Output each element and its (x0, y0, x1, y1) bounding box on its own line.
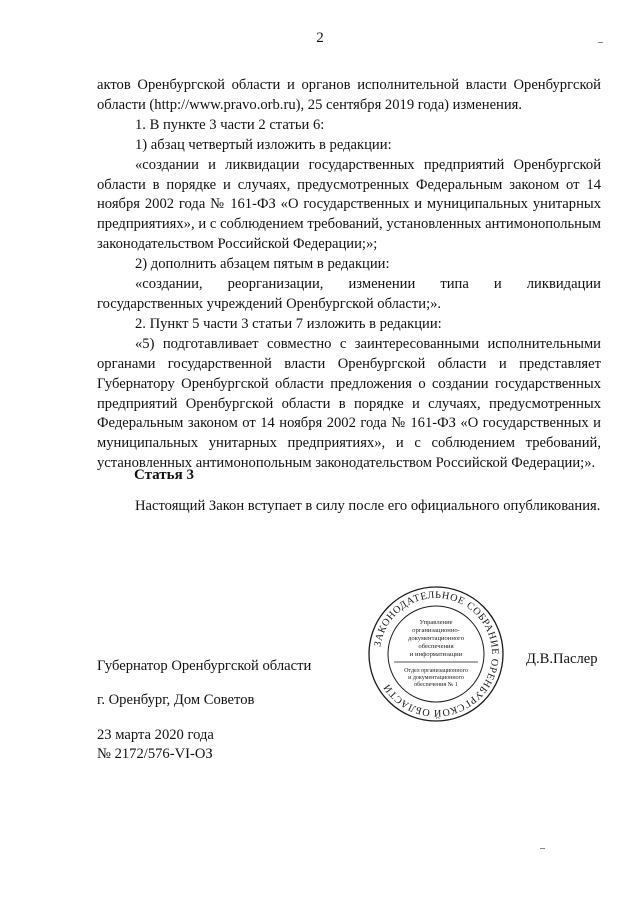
seal-line-4: обеспечения (418, 643, 454, 650)
paragraph-subitem-1: 1) абзац четвертый изложить в редакции: (135, 136, 392, 153)
seal-line-3: документационного (407, 635, 465, 642)
page-number: 2 (316, 30, 324, 46)
seal-line-8: обеспечения № 1 (414, 682, 458, 688)
article-heading: Статья 3 (134, 467, 194, 483)
seal-line-7: и документационного (408, 675, 464, 681)
scan-mark-top (598, 42, 603, 43)
signature-title: Губернатор Оренбургской области (97, 658, 312, 674)
signature-name: Д.В.Паслер (526, 651, 598, 667)
law-body-text (97, 76, 601, 474)
paragraph-item-1: 1. В пункте 3 части 2 статьи 6: (135, 116, 325, 133)
seal-line-1: Управление (419, 619, 453, 626)
seal-line-2: организационно- (412, 627, 460, 634)
seal-line-6: Отдел организационного (404, 668, 468, 674)
paragraph-quote-2: «создании, реорганизации, изменении типа и ликвидации государственных учреждений Оренбургской области;». (97, 276, 601, 312)
paragraph-quote-3: «5) подготавливает совместно с заинтересованными исполнительными органами государственной власти Оренбургской области и представляет Губернатору Оренбургской области предложения о создании государственных предприятий Оренбургской области в порядке и случаях, предусмотренных Федеральным законом от 14 ноября 2002 года № 161-ФЗ «О государственных и муниципальных унитарных предприятиях», и с соблюдением требований, установленных антимонопольным законодательством Российской Федерации;». (97, 335, 601, 472)
scan-mark-bottom (540, 848, 545, 849)
paragraph-item-2: 2. Пункт 5 части 3 статьи 7 изложить в редакции: (135, 315, 442, 332)
seal-line-5: и информатизации (409, 651, 463, 658)
paragraph-continuation: актов Оренбургской области и органов исполнительной власти Оренбургской области (http://www.pravo.orb.ru), 25 сентября 2019 года) изменения. (97, 77, 601, 113)
signature-date: 23 марта 2020 года (97, 727, 214, 743)
signature-date-block (97, 726, 214, 764)
article-3-paragraph: Настоящий Закон вступает в силу после его официального опубликования. (135, 498, 601, 514)
article-3-body (97, 496, 601, 516)
law-number: № 2172/576-VI-ОЗ (97, 746, 213, 762)
paragraph-subitem-2: 2) дополнить абзацем пятым в редакции: (135, 256, 390, 273)
signature-place: г. Оренбург, Дом Советов (97, 692, 255, 708)
paragraph-quote-1: «создании и ликвидации государственных предприятий Оренбургской области в порядке и случаях, предусмотренных Федеральным законом от 14 ноября 2002 года № 161-ФЗ «О государственных и муниципальных унитарных предприятиях», и с соблюдением требований, установленных антимонопольным законодательством Российской Федерации;»; (97, 156, 601, 253)
official-seal-stamp (366, 584, 506, 724)
seal-ring-text: ЗАКОНОДАТЕЛЬНОЕ СОБРАНИЕ ОРЕНБУРГСКОЙ ОБЛАСТИ (372, 589, 501, 719)
